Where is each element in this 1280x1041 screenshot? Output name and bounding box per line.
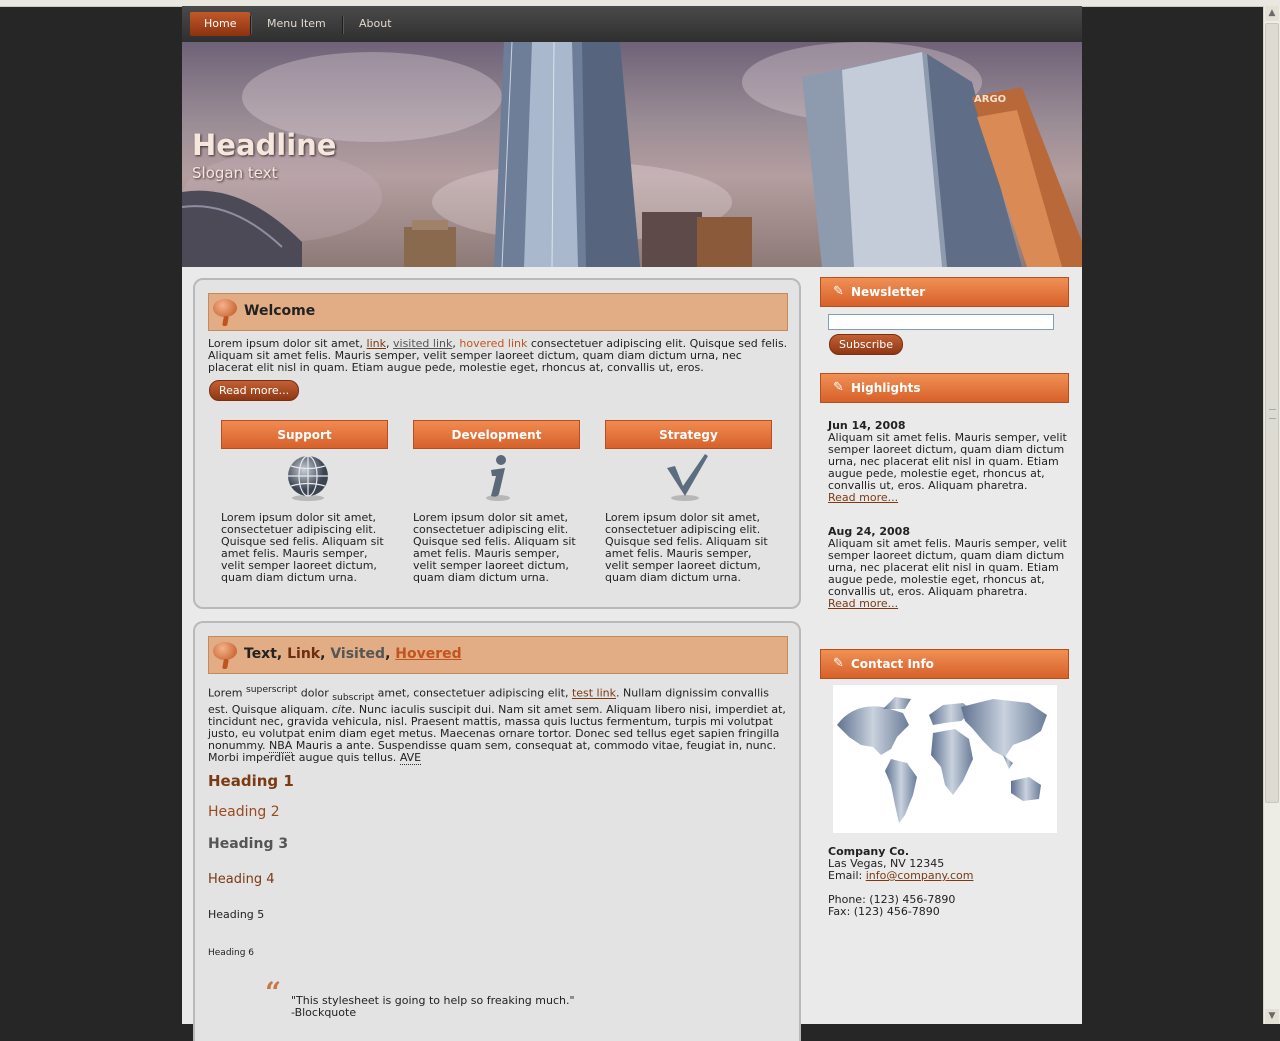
welcome-title-bar	[208, 293, 788, 331]
highlight-date: Aug 24, 2008	[828, 525, 910, 538]
nav-about[interactable]: About	[359, 17, 392, 30]
highlight-date: Jun 14, 2008	[828, 419, 906, 432]
typography-title-bar	[208, 636, 788, 674]
globe-icon	[285, 454, 331, 502]
speech-bubble-icon	[213, 299, 237, 317]
welcome-read-more-button[interactable]: Read more...	[209, 380, 299, 401]
welcome-panel	[193, 278, 801, 609]
typography-panel	[193, 621, 801, 1041]
contact-head: ✎ Contact Info	[820, 649, 1069, 679]
highlight-item	[828, 420, 1068, 504]
email-link[interactable]: info@company.com	[865, 869, 974, 882]
company-name: Company Co.	[828, 845, 910, 858]
typography-paragraph: Lorem $^{superscript}$ dolor $_{subscript}$ amet, consectetuer adipiscing elit, test link. Nullam dignissim convallis est. Quisque aliquam. cite. Nunc iaculis suscipit dui. Nam sit amet sem. Aliquam libero nisi, imperdiet at, tincidunt nec, gravida vehicula, nisl. Praesent mattis, massa quis luctus fermentum, turpis mi volutpat justo, eu volutpat enim diam eget metus. Maecenas ornare tortor. Donec sed tellus eget sapien fringilla nonummy. NBA Mauris a ante. Suspendisse quam sem, consequat at, commodo vitae, feugiat in, nunc. Morbi imperdiet augue quis tellus. AVE	[208, 684, 786, 764]
highlight-item	[828, 526, 1068, 610]
heading-6: Heading 6	[208, 948, 255, 958]
test-link[interactable]: test link	[571, 686, 617, 700]
heading-3: Heading 3	[208, 836, 289, 852]
highlight-text: Aliquam sit amet felis. Mauris semper, velit semper laoreet dictum, quam diam dictum urna, nec placerat elit nisl in quam. Etiam augue pede, molestie eget, rhoncus at, convallis ut, eros. Aliquam pharetra.	[828, 537, 1067, 598]
sample-hovered-link[interactable]: hovered link	[459, 337, 528, 350]
highlights-head: ✎ Highlights	[820, 373, 1069, 403]
sample-link[interactable]: link	[366, 337, 386, 350]
highlight-text: Aliquam sit amet felis. Mauris semper, velit semper laoreet dictum, quam diam dictum urna, nec placerat elit nisl in quam. Etiam augue pede, molestie eget, rhoncus at, convallis ut, eros. Aliquam pharetra.	[828, 431, 1067, 492]
speech-bubble-icon	[213, 642, 237, 660]
company-phone: Phone: (123) 456-7890	[828, 893, 956, 906]
column-text-support: Lorem ipsum dolor sit amet, consectetuer adipiscing elit. Quisque sed felis. Aliquam sit amet felis. Mauris semper, velit semper laoreet dictum, quam diam dictum urna.	[221, 511, 384, 584]
company-email-line: Email: info@company.com	[828, 869, 974, 882]
welcome-text: Lorem ipsum dolor sit amet, link, visited link, hovered link consectetuer adipiscing elit. Quisque sed felis. Aliquam sit amet felis. Mauris semper, velit semper laoreet dictum, quam diam dictum urna, nec placerat elit nisl in quam. Etiam augue pede, molestie eget, rhoncus at, convallis ut, eros.	[208, 337, 788, 374]
page-wrapper	[182, 6, 1082, 1024]
info-icon	[483, 454, 513, 502]
quote-mark-icon: “	[265, 976, 282, 1009]
column-head-support: Support	[221, 420, 388, 449]
newsletter-email-input[interactable]	[828, 314, 1054, 330]
heading-1: Heading 1	[208, 772, 294, 790]
scroll-thumb[interactable]	[1265, 23, 1279, 803]
column-head-development: Development	[413, 420, 580, 449]
company-address: Las Vegas, NV 12345	[828, 857, 945, 870]
heading-5: Heading 5	[208, 908, 265, 921]
nav-home[interactable]: Home	[190, 12, 250, 36]
nav-menu-item[interactable]: Menu Item	[267, 17, 326, 30]
column-text-strategy: Lorem ipsum dolor sit amet, consectetuer adipiscing elit. Quisque sed felis. Aliquam sit amet felis. Mauris semper, velit semper laoreet dictum, quam diam dictum urna.	[605, 511, 768, 584]
pencil-icon: ✎	[833, 284, 844, 299]
highlight-read-more-link[interactable]: Read more...	[828, 597, 899, 610]
nav-separator	[250, 16, 252, 34]
pencil-icon: ✎	[833, 656, 844, 671]
column-text-development: Lorem ipsum dolor sit amet, consectetuer adipiscing elit. Quisque sed felis. Aliquam sit amet felis. Mauris semper, velit semper laoreet dictum, quam diam dictum urna.	[413, 511, 576, 584]
company-fax: Fax: (123) 456-7890	[828, 905, 940, 918]
heading-4: Heading 4	[208, 872, 275, 887]
page-scrollbar[interactable]	[1263, 6, 1280, 1024]
top-nav	[182, 6, 1082, 42]
heading-2: Heading 2	[208, 804, 280, 820]
world-map-icon	[833, 685, 1057, 833]
newsletter-head: ✎ Newsletter	[820, 277, 1069, 307]
typography-title: Text, Link, Visited, Hovered	[244, 646, 462, 662]
welcome-title: Welcome	[244, 303, 316, 319]
contact-details	[828, 846, 1068, 918]
building-sign: ARGO	[974, 94, 1007, 105]
header-banner	[182, 42, 1082, 267]
nav-separator	[342, 16, 344, 34]
scroll-up-arrow-icon[interactable]: ▲	[1265, 6, 1279, 21]
world-map	[833, 685, 1057, 833]
checkmark-icon	[665, 452, 709, 502]
highlight-read-more-link[interactable]: Read more...	[828, 491, 899, 504]
column-head-strategy: Strategy	[605, 420, 772, 449]
page-headline: Headline	[192, 128, 337, 162]
sample-visited-link[interactable]: visited link	[393, 337, 453, 350]
page-slogan: Slogan text	[192, 164, 278, 182]
subscribe-button[interactable]: Subscribe	[829, 334, 903, 355]
blockquote: "This stylesheet is going to help so freaking much." -Blockquote	[291, 994, 575, 1019]
pencil-icon: ✎	[833, 380, 844, 395]
scroll-down-arrow-icon[interactable]: ▼	[1265, 1009, 1279, 1024]
